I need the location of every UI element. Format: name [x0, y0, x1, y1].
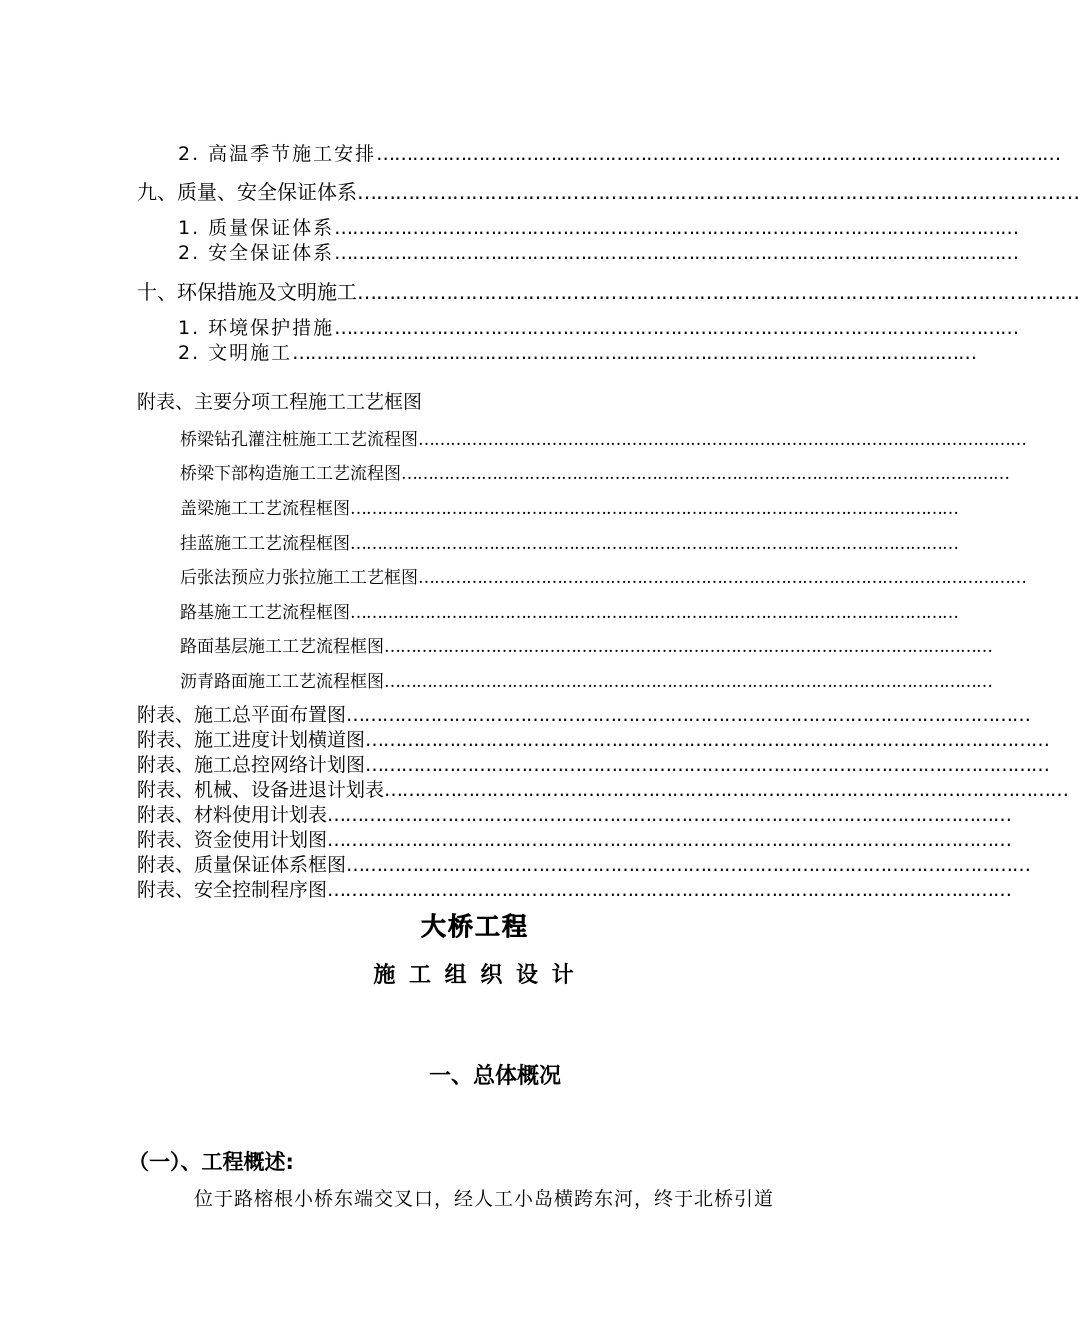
section-heading: （一）、工程概述: — [128, 1150, 294, 1174]
toc-label: 路基施工工艺流程框图 — [180, 603, 350, 623]
toc-entry-high-temp — [178, 139, 1061, 166]
toc-leader: …………………………………………………………………………………………………… — [401, 464, 1009, 484]
toc-leader: …………………………………………………………………………………………………… — [376, 143, 1061, 165]
toc-appendix-item — [137, 725, 1050, 752]
document-title: 大桥工程 — [420, 912, 529, 941]
toc-frame-item — [180, 563, 1026, 588]
toc-leader: …………………………………………………………………………………………………… — [384, 637, 992, 657]
toc-appendix-item — [137, 775, 1069, 802]
toc-leader: …………………………………………………………………………………………………… — [357, 280, 1079, 304]
toc-frame-item — [180, 667, 992, 692]
toc-label: 路面基层施工工艺流程框图 — [180, 637, 384, 657]
toc-label: 后张法预应力张拉施工工艺框图 — [180, 568, 418, 588]
toc-label: 附表、资金使用计划图 — [137, 829, 328, 851]
toc-frame-item — [180, 529, 958, 554]
document-subtitle: 施 工 组 织 设 计 — [373, 963, 577, 988]
toc-leader: …………………………………………………………………………………………………… — [334, 317, 1019, 339]
toc-leader: …………………………………………………………………………………………………… — [350, 603, 958, 623]
toc-entry-environment — [178, 313, 1019, 340]
toc-frame-item — [180, 598, 958, 623]
toc-label: 2. 安全保证体系 — [178, 242, 335, 264]
toc-frame-item — [180, 632, 992, 657]
toc-leader: …………………………………………………………………………………………………… — [418, 568, 1026, 588]
toc-leader: …………………………………………………………………………………………………… — [350, 534, 958, 554]
toc-leader: …………………………………………………………………………………………………… — [334, 242, 1019, 264]
toc-leader: …………………………………………………………………………………………………… — [357, 180, 1079, 204]
toc-label: 附表、施工总平面布置图 — [137, 704, 347, 726]
toc-leader: …………………………………………………………………………………………………… — [334, 217, 1019, 239]
toc-label: 桥梁下部构造施工工艺流程图 — [180, 464, 401, 484]
chapter-heading: 一、总体概况 — [428, 1064, 561, 1089]
toc-label: 盖梁施工工艺流程框图 — [180, 499, 350, 519]
toc-label: 沥青路面施工工艺流程框图 — [180, 672, 384, 692]
toc-appendix-frames-heading — [137, 387, 850, 414]
toc-leader: …………………………………………………………………………………………………… — [346, 704, 1031, 726]
toc-label: 2. 文明施工 — [178, 342, 293, 364]
toc-appendix-item — [137, 750, 1050, 777]
toc-label: 1. 环境保护措施 — [178, 317, 335, 339]
toc-entry-safety — [178, 238, 1019, 265]
toc-leader: …………………………………………………………………………………………………… — [418, 430, 1026, 450]
toc-leader: …………………………………………………………………………………………………… — [350, 499, 958, 519]
toc-appendix-item — [137, 875, 1012, 902]
toc-label: 1. 质量保证体系 — [178, 217, 335, 239]
toc-appendix-item — [137, 800, 1012, 827]
toc-leader: …………………………………………………………………………………………………… — [292, 342, 977, 364]
toc-frame-item — [180, 459, 1009, 484]
toc-appendix-item — [137, 850, 1031, 877]
toc-label: 附表、安全控制程序图 — [137, 879, 328, 901]
toc-leader: …………………………………………………………………………………………………… — [384, 779, 1069, 801]
toc-label: 附表、材料使用计划表 — [137, 804, 328, 826]
toc-label: 附表、施工总控网络计划图 — [137, 754, 366, 776]
toc-label: 桥梁钻孔灌注桩施工工艺流程图 — [180, 430, 418, 450]
toc-frame-item — [180, 425, 1026, 450]
toc-leader: …………………………………………………………………………………………………… — [327, 879, 1012, 901]
toc-leader: …………………………………………………………………………………………………… — [327, 829, 1012, 851]
toc-label: 附表、施工进度计划横道图 — [137, 729, 366, 751]
body-paragraph: 位于路榕根小桥东端交叉口，经人工小岛横跨东河，终于北桥引道 — [194, 1188, 775, 1210]
toc-label: 附表、机械、设备进退计划表 — [137, 779, 385, 801]
toc-section-9 — [137, 176, 1079, 205]
toc-entry-quality — [178, 213, 1019, 240]
toc-label: 十、环保措施及文明施工 — [137, 280, 357, 304]
toc-entry-civilized — [178, 338, 977, 365]
toc-leader: …………………………………………………………………………………………………… — [365, 754, 1050, 776]
toc-label: 附表、质量保证体系框图 — [137, 854, 347, 876]
toc-leader: …………………………………………………………………………………………………… — [384, 672, 992, 692]
toc-frame-item — [180, 494, 958, 519]
toc-section-10 — [137, 276, 1079, 305]
toc-label: 2. 高温季节施工安排 — [178, 143, 377, 165]
toc-appendix-item — [137, 700, 1031, 727]
toc-leader: …………………………………………………………………………………………………… — [327, 804, 1012, 826]
toc-appendix-item — [137, 825, 1012, 852]
toc-label: 九、质量、安全保证体系 — [137, 180, 357, 204]
toc-label: 挂蓝施工工艺流程框图 — [180, 534, 350, 554]
toc-leader: …………………………………………………………………………………………………… — [365, 729, 1050, 751]
toc-label: 附表、主要分项工程施工工艺框图 — [137, 391, 423, 413]
toc-leader: …………………………………………………………………………………………………… — [346, 854, 1031, 876]
